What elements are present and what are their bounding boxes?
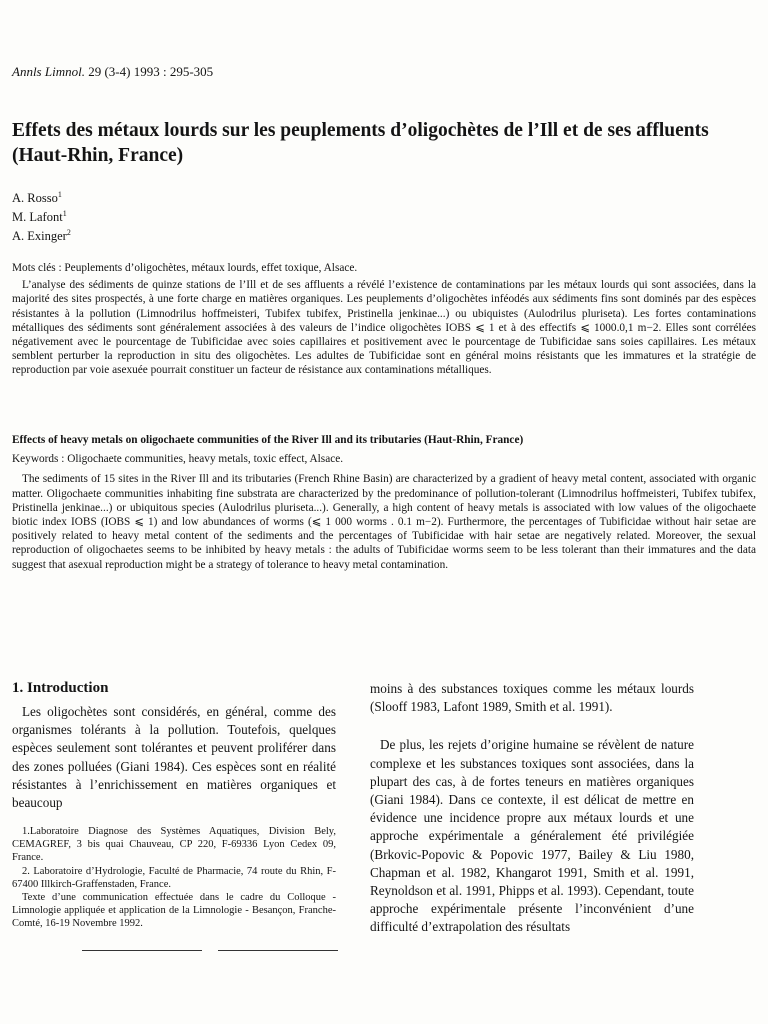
footnote-3: Texte d’une communication effectuée dans le cadre du Colloque - Limnologie appliquée et application de la Limnologie - Besançon, Franche-Comté, 16-19 Novembre 1992. <box>12 892 336 930</box>
intro-paragraph-2: De plus, les rejets d’origine humaine se révèlent de nature complexe et les substances toxiques sont associées, dans la plupart des cas, à de fortes teneurs en matières organiques (Giani 1984). Dans ce contexte, il est délicat de mettre en évidence une incidence propre aux métaux lourds et une approche expérimentale a généralement été privilégiée (Brkovic-Popovic & Popovic 1977, Bailey & Liu 1980, Chapman et al. 1982, Khangarot 1991, Smith et al. 1991, Reynoldson et al. 1991, Phipps et al. 1993). Cependant, toute approche expérimentale présente l’inconvénient d’une difficulté d’extrapolation des résultats <box>370 737 694 935</box>
french-abstract-text: L’analyse des sédiments de quinze stations de l’Ill et de ses affluents a révélé l’existence de contaminations par les métaux lourds qui sont associées, dans la majorité des sites prospectés, à une forte charge en matières organiques. Les peuplements d’oligochètes inféodés aux sédiments fins sont dominés par des espèces résistantes à la pollution (Limnodrilus hoffmeisteri, Tubifex tubifex, Pristinella jenkinae...) ou ubiquistes (Aulodrilus pluriseta). Les fortes contaminations métalliques des sédiments sont généralement associées à des valeurs de l’indice oligochètes IOBS ⩽ 1 et à des effectifs ⩽ 1000.0,1 m−2. Elles sont corrélées négativement avec le pourcentage de Tubificidae avec soies capillaires et positivement avec le pourcentage de Tubificidae sans soies capillaires. Les métaux semblent perturber la reproduction in situ des oligochètes. Les adultes de Tubificidae sont en général moins résistants que les immatures et la stratégie de reproduction par voie asexuée pourrait constituer un facteur de résistance aux contaminations métalliques. <box>12 279 756 377</box>
footnote-2: 2. Laboratoire d’Hydrologie, Faculté de Pharmacie, 74 route du Rhin, F-67400 Illkirch-Graffenstaden, France. <box>12 865 336 890</box>
author: M. Lafont$^1$ <box>12 209 67 225</box>
section-heading: 1. Introduction <box>12 680 109 696</box>
author: A. Rosso$^1$ <box>12 190 62 206</box>
journal-ref: 29 (3-4) 1993 : 295-305 <box>88 64 214 79</box>
intro-paragraph-1-continued: moins à des substances toxiques comme les métaux lourds (Slooff 1983, Lafont 1989, Smith et al. 1991). <box>370 681 694 715</box>
footnotes <box>12 825 336 931</box>
author-list <box>12 187 71 244</box>
left-column <box>12 679 336 812</box>
french-keywords: Mots clés : Peuplements d’oligochètes, métaux lourds, effet toxique, Alsace. <box>12 262 358 274</box>
french-abstract <box>12 261 756 378</box>
journal-name: Annls Limnol. <box>12 64 85 79</box>
english-abstract <box>12 433 756 572</box>
english-abstract-text: The sediments of 15 sites in the River Ill and its tributaries (French Rhine Basin) are characterized by a gradient of heavy metal content, associated with organic matter. Oligochaete communities inhabiting fine substrata are characterized by the predominance of pollution-tolerant (Limnodrilus hoffmeisteri, Tubifex tubifex, Pristinella jenkinae...) or ubiquitous species (Aulodrilus pluriseta...). Generally, a high content of heavy metals is associated with low values of the oligochaete biotic index IOBS (IOBS ⩽ 1) and low abundances of worms (⩽ 1 000 worms . 0.1 m−2). Furthermore, the percentages of Tubificidae without hair setae are positively related to heavy metal content of the sediments and the percentages of Tubificidae with hair setae are negatively related. Moreover, the sexual reproduction of oligochaetes seems to be inhibited by heavy metals : the adults of Tubificidae worms seem to be less tolerant than their immatures and the data suggest that asexual reproduction might be a strategy of tolerance to heavy metal contamination. <box>12 473 756 571</box>
intro-paragraph-1: Les oligochètes sont considérés, en général, comme des organismes tolérants à la pollution. Toutefois, quelques espèces seulement sont tolérantes et peuvent proliférer dans des zones polluées (Giani 1984). Ces espèces sont en réalité résistantes à l’enrichissement en matières organiques et beaucoup <box>12 704 336 811</box>
author: A. Exinger$^2$ <box>12 228 71 244</box>
journal-citation <box>12 64 213 80</box>
english-keywords: Keywords : Oligochaete communities, heavy metals, toxic effect, Alsace. <box>12 453 344 466</box>
footnote-1: 1.Laboratoire Diagnose des Systèmes Aquatiques, Division Bely, CEMAGREF, 3 bis quai Chauveau, CP 220, F-69336 Lyon Cedex 09, France. <box>12 826 336 864</box>
divider-line <box>218 950 338 951</box>
divider-line <box>82 950 202 951</box>
right-column <box>370 680 694 937</box>
paper-title: Effets des métaux lourds sur les peuplements d’oligochètes de l’Ill et de ses affluents (Haut-Rhin, France) <box>12 120 709 166</box>
english-title: Effects of heavy metals on oligochaete communities of the River Ill and its tributaries (Haut-Rhin, France) <box>12 434 524 446</box>
